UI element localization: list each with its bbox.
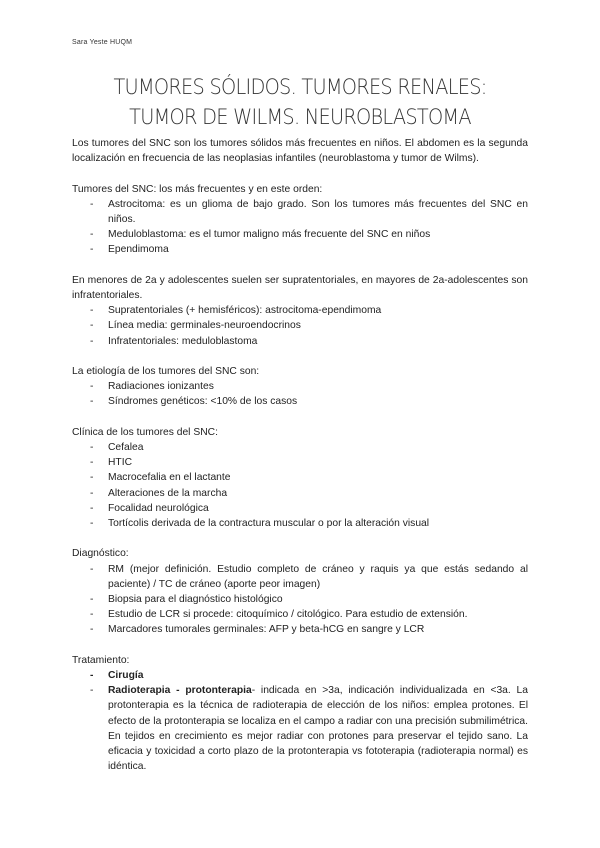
radioterapia-heading: Radioterapia - protonterapia (108, 685, 252, 697)
frecuentes-list (72, 197, 528, 258)
localizacion-lead: En menores de 2a y adolescentes suelen ser supratentoriales, en mayores de 2a-adolescentes son infratentoriales. (72, 274, 528, 301)
list-item: - RM (mejor definición. Estudio completo de cráneo y raquis ya que estás sedando al paciente) / TC de cráneo (aporte peor imagen) (72, 562, 528, 592)
list-item: - Síndromes genéticos: <10% de los casos (72, 394, 528, 409)
list-item: - Radiaciones ionizantes (72, 379, 528, 394)
list-item: - Supratentoriales (+ hemisféricos): astrocitoma-ependimoma (72, 303, 528, 318)
clinica-lead: Clínica de los tumores del SNC: (72, 426, 218, 438)
list-item-radioterapia (72, 683, 528, 774)
list-item: - Alteraciones de la marcha (72, 486, 528, 501)
list-item: - Infratentoriales: meduloblastoma (72, 334, 528, 349)
list-item: - Macrocefalia en el lactante (72, 470, 528, 485)
list-item: - Tortícolis derivada de la contractura muscular o por la alteración visual (72, 516, 528, 531)
spacer (72, 531, 528, 546)
etiologia-lead: La etiología de los tumores del SNC son: (72, 366, 260, 377)
list-item: - Ependimoma (72, 242, 528, 257)
tratamiento-list (72, 668, 528, 774)
list-item: - Focalidad neurológica (72, 501, 528, 516)
list-item: - Astrocitoma: es un glioma de bajo grado. Son los tumores más frecuentes del SNC en niños. (72, 197, 528, 227)
diagnostico-list (72, 562, 528, 638)
tratamiento-lead: Tratamiento: (72, 654, 130, 666)
etiologia-list (72, 379, 528, 409)
diagnostico-lead: Diagnóstico: (72, 548, 129, 560)
spacer (72, 258, 528, 273)
list-item: - Cefalea (72, 440, 528, 455)
spacer (72, 638, 528, 653)
spacer (72, 166, 528, 181)
list-item: - HTIC (72, 455, 528, 470)
document-body (72, 136, 528, 774)
list-item: - Meduloblastoma: es el tumor maligno más frecuente del SNC en niños (72, 227, 528, 242)
spacer (72, 349, 528, 364)
list-item: - Marcadores tumorales germinales: AFP y beta-hCG en sangre y LCR (72, 622, 528, 637)
list-item: - Línea media: germinales-neuroendocrinos (72, 318, 528, 333)
list-item: - Biopsia para el diagnóstico histológico (72, 592, 528, 607)
radioterapia-text: - indicada en >3a, indicación individualizada en <3a. La protonterapia es la técnica de radioterapia de elección de los niños: emplea protones. El efecto de la protonterapia se localiza en el campo a radiar con una precisión submilimétrica. En tejidos en crecimiento es mejor radiar con protones para preservar el tejido sano. La eficacia y toxicidad a corto plazo de la protonterapia vs fototerapia (radioterapia normal) es idéntica. (108, 685, 528, 773)
document-title: TUMORES SÓLIDOS. TUMORES RENALES: TUMOR DE WILMS. NEUROBLASTOMA (113, 75, 487, 129)
page-header-author: Sara Yeste HUQM (72, 39, 133, 46)
frecuentes-lead: Tumores del SNC: los más frecuentes y en este orden: (72, 183, 323, 195)
clinica-list (72, 440, 528, 531)
localizacion-list (72, 303, 528, 349)
spacer (72, 410, 528, 425)
intro-paragraph: Los tumores del SNC son los tumores sólidos más frecuentes en niños. El abdomen es la segunda localización en frecuencia de las neoplasias infantiles (neuroblastoma y tumor de Wilms). (72, 138, 528, 165)
list-item-cirugia: - Cirugía (72, 668, 528, 683)
list-item: - Estudio de LCR si procede: citoquímico / citológico. Para estudio de extensión. (72, 607, 528, 622)
